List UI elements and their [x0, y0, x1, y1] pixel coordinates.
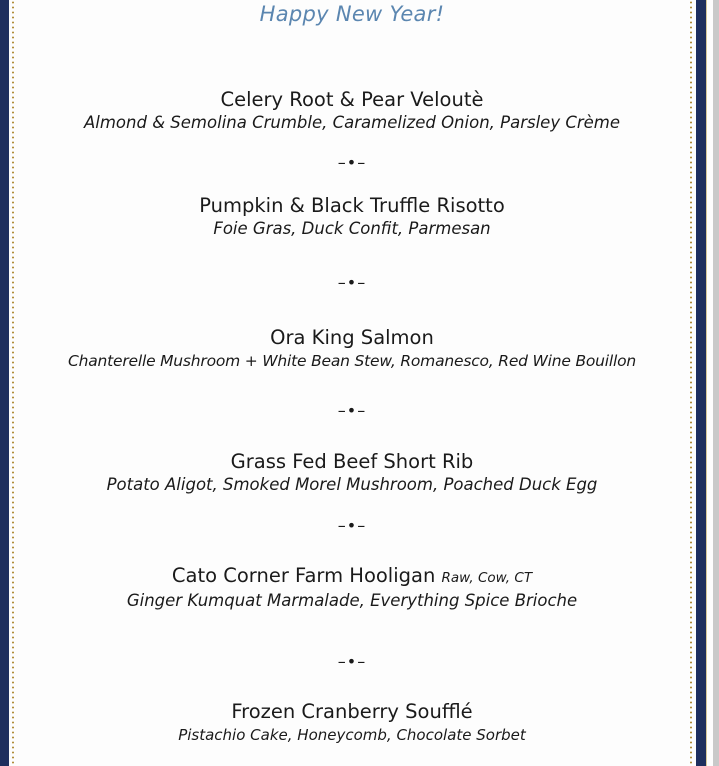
course-name: Pumpkin & Black Truffle Risotto: [199, 194, 505, 217]
course-divider: –•–: [337, 273, 367, 292]
course-description: Foie Gras, Duck Confit, Parmesan: [213, 219, 491, 238]
course-divider: –•–: [337, 652, 367, 671]
course-6: [14, 700, 690, 746]
course-description: Chanterelle Mushroom + White Bean Stew, Romanesco, Red Wine Bouillon: [67, 352, 637, 370]
course-name: [14, 564, 690, 590]
right-border-line: [706, 0, 707, 766]
course-divider: –•–: [337, 153, 367, 172]
right-border-band: [696, 0, 706, 766]
course-name: Frozen Cranberry Soufflé: [231, 700, 473, 723]
course-note: Raw, Cow, CT: [441, 570, 533, 586]
course-title: Cato Corner Farm Hooligan: [171, 564, 436, 587]
course-name: Grass Fed Beef Short Rib: [230, 450, 474, 473]
course-divider: –•–: [337, 401, 367, 420]
right-edge-shadow: [713, 0, 719, 766]
course-2: [14, 194, 690, 240]
course-4: [14, 450, 690, 496]
course-3: [14, 326, 690, 372]
course-description: Pistachio Cake, Honeycomb, Chocolate Sorbet: [178, 726, 526, 744]
course-1: [14, 88, 690, 134]
course-5: [14, 564, 690, 612]
course-description: Almond & Semolina Crumble, Caramelized Onion, Parsley Crème: [83, 113, 621, 132]
course-name: Celery Root & Pear Veloutè: [220, 88, 484, 111]
menu-header: Happy New Year!: [259, 2, 445, 26]
course-divider: –•–: [337, 516, 367, 535]
left-border-band: [0, 0, 9, 766]
right-border-dots: [690, 0, 692, 766]
course-name: Ora King Salmon: [270, 326, 434, 349]
course-description: Ginger Kumquat Marmalade, Everything Spice Brioche: [126, 591, 578, 610]
course-description: Potato Aligot, Smoked Morel Mushroom, Poached Duck Egg: [106, 475, 598, 494]
